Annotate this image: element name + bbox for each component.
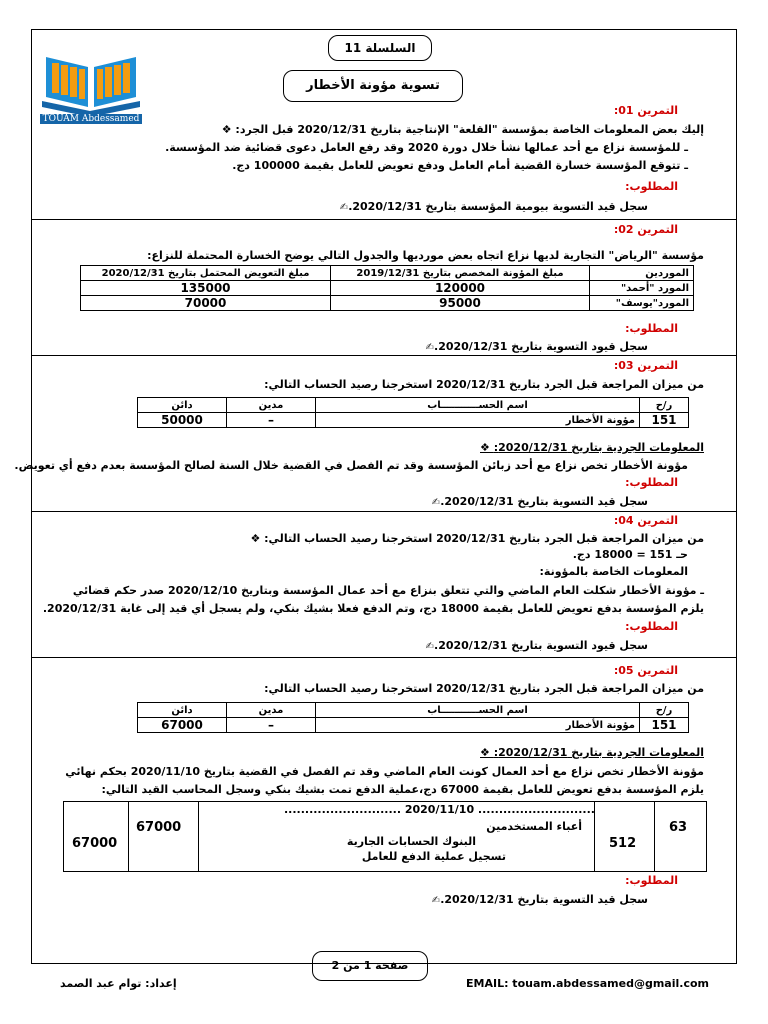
- pen-icon: ✍: [425, 641, 434, 652]
- pen-icon: ✍: [425, 342, 434, 353]
- journal-name-debit: أعباء المستخدمين: [486, 820, 582, 833]
- table-header-row: [138, 398, 689, 413]
- journal-entry: [63, 801, 707, 872]
- ex5-required: المطلوب:: [625, 874, 678, 887]
- header-cell: مدين: [227, 398, 316, 413]
- header-cell: ر/ح: [640, 703, 689, 718]
- divider: [31, 657, 737, 658]
- ex5-info2: يلزم المؤسسة بدفع تعويض للعامل بقيمة 67000 دج،عملية الدفع تمت بشيك بنكي وسجل المحاسب القيد التالي:: [101, 783, 704, 796]
- ex4-task: سجل قيود التسوية بتاريخ 2020/12/31.✍: [425, 639, 648, 652]
- ex4-line2: يلزم المؤسسة بدفع تعويض للعامل بقيمة 18000 دج، وتم الدفع فعلا بشيك بنكي، ولم يسجل أي قيد إلى غاية 2020/12/31.: [42, 602, 704, 615]
- cell: –: [227, 413, 316, 428]
- ex5-info-title: المعلومات الجردية بتاريخ 2020/12/31: ❖: [480, 746, 704, 759]
- divider: [31, 355, 737, 356]
- ex2-table: [80, 265, 694, 311]
- header-cell: اسم الحســـــــــــاب: [316, 703, 640, 718]
- ex5-task: سجل قيد التسوية بتاريخ 2020/12/31.✍: [431, 893, 648, 906]
- ex2-intro: مؤسسة "الرياض" التجارية لديها نزاع اتجاه بعض مورديها والجدول التالي يوضح الخسارة المحتملة للنزاع:: [147, 249, 704, 262]
- ex1-intro: إليك بعض المعلومات الخاصة بمؤسسة "القلعة" الإنتاجية بتاريخ 2020/12/31 قبل الجرد: ❖: [221, 123, 704, 136]
- ex3-intro: من ميزان المراجعة قبل الجرد بتاريخ 2020/12/31 استخرجنا رصيد الحساب التالي:: [264, 378, 704, 391]
- header-cell: اسم الحســـــــــــاب: [316, 398, 640, 413]
- header-cell: دائن: [138, 398, 227, 413]
- journal-name-credit: البنوك الحسابات الجارية: [346, 835, 476, 848]
- ex5-table: [137, 702, 689, 733]
- ex2-title: التمرين 02:: [613, 223, 678, 236]
- page-title: تسوية مؤونة الأخطار: [283, 70, 463, 102]
- table-row: [138, 413, 689, 428]
- journal-date: ............................ 2020/11/10 ............................: [284, 803, 595, 816]
- ex4-balance: حـ 151 = 18000 دج.: [572, 548, 688, 561]
- header-cell: مبلغ التعويض المحتمل بتاريخ 2020/12/31: [81, 266, 331, 281]
- page-number: صفحة 1 من 2: [312, 951, 428, 981]
- ex3-title: التمرين 03:: [613, 359, 678, 372]
- header-cell: ر/ح: [640, 398, 689, 413]
- cell: –: [227, 718, 316, 733]
- ex4-info-title: المعلومات الخاصة بالمؤونة:: [539, 565, 688, 578]
- cell: المورد"يوسف": [590, 296, 694, 311]
- header-cell: دائن: [138, 703, 227, 718]
- series-label: السلسلة 11: [328, 35, 432, 61]
- cell: مؤونة الأخطار: [316, 718, 640, 733]
- ex5-info1: مؤونة الأخطار تخص نزاع مع أحد العمال كونت العام الماضي وقد تم الفصل في القضية بتاريخ 2020/11/10 بحكم نهائي: [65, 765, 704, 778]
- cell: 151: [640, 718, 689, 733]
- journal-acc-debit: 63: [669, 820, 688, 835]
- ex2-task: سجل قيود التسوية بتاريخ 2020/12/31.✍: [425, 340, 648, 353]
- table-row: [138, 718, 689, 733]
- ex3-info-title: المعلومات الجردية بتاريخ 2020/12/31: ❖: [480, 441, 704, 454]
- cell: 120000: [331, 281, 590, 296]
- table-header-row: [138, 703, 689, 718]
- table-row: [81, 281, 694, 296]
- ex1-title: التمرين 01:: [613, 104, 678, 117]
- table-row: [81, 296, 694, 311]
- journal-credit-amount: 67000: [72, 836, 118, 851]
- ex1-line2: ـ تتوقع المؤسسة خسارة القضية أمام العامل ودفع تعويض للعامل بقيمة 100000 دج.: [232, 159, 688, 172]
- logo-text: TOUAM Abdessamed: [40, 114, 142, 124]
- cell: مؤونة الأخطار: [316, 413, 640, 428]
- cell: 70000: [81, 296, 331, 311]
- ex1-line1: ـ للمؤسسة نزاع مع أحد عمالها نشأ خلال دورة 2020 وقد رفع العامل دعوى قضائية ضد المؤسسة.: [165, 141, 688, 154]
- ex5-intro: من ميزان المراجعة قبل الجرد بتاريخ 2020/12/31 استخرجنا رصيد الحساب التالي:: [264, 682, 704, 695]
- header-cell: مبلغ المؤونة المخصص بتاريخ 2019/12/31: [331, 266, 590, 281]
- divider: [31, 511, 737, 512]
- header-cell: الموردين: [590, 266, 694, 281]
- ex4-line1: ـ مؤونة الأخطار شكلت العام الماضي والتي تتعلق بنزاع مع أحد عمال المؤسسة وبتاريخ 2020/12/10 صدر حكم قضائي: [72, 584, 704, 597]
- pen-icon: ✍: [339, 202, 349, 213]
- ex4-title: التمرين 04:: [613, 514, 678, 527]
- table-header-row: [81, 266, 694, 281]
- ex1-required: المطلوب:: [625, 180, 678, 193]
- ex4-intro: من ميزان المراجعة قبل الجرد بتاريخ 2020/12/31 استخرجنا رصيد الحساب التالي: ❖: [250, 532, 704, 545]
- cell: 95000: [331, 296, 590, 311]
- author: إعداد: توام عبد الصمد: [60, 977, 177, 990]
- ex2-required: المطلوب:: [625, 322, 678, 335]
- ex3-table: [137, 397, 689, 428]
- ex1-task: سجل قيد التسوية بيومية المؤسسة بتاريخ 2020/12/31.✍: [339, 200, 648, 213]
- header-cell: مدين: [227, 703, 316, 718]
- journal-description: تسجيل عملية الدفع للعامل: [361, 850, 506, 863]
- ex3-required: المطلوب:: [625, 476, 678, 489]
- cell: 151: [640, 413, 689, 428]
- email: EMAIL: touam.abdessamed@gmail.com: [466, 977, 709, 990]
- ex5-title: التمرين 05:: [613, 664, 678, 677]
- book-logo: [40, 45, 142, 130]
- journal-debit-amount: 67000: [136, 820, 182, 835]
- pen-icon: ✍: [431, 497, 441, 508]
- ex3-task: سجل قيد التسوية بتاريخ 2020/12/31.✍: [431, 495, 648, 508]
- cell: المورد "أحمد": [590, 281, 694, 296]
- cell: 50000: [138, 413, 227, 428]
- ex4-required: المطلوب:: [625, 620, 678, 633]
- ex3-info: مؤونة الأخطار تخص نزاع مع أحد زبائن المؤسسة وقد تم الفصل في القضية خلال السنة لصالح المؤسسة بعدم دفع أي تعويض.: [14, 459, 688, 472]
- divider: [31, 219, 737, 220]
- cell: 67000: [138, 718, 227, 733]
- pen-icon: ✍: [431, 895, 441, 906]
- journal-acc-credit: 512: [609, 836, 637, 851]
- cell: 135000: [81, 281, 331, 296]
